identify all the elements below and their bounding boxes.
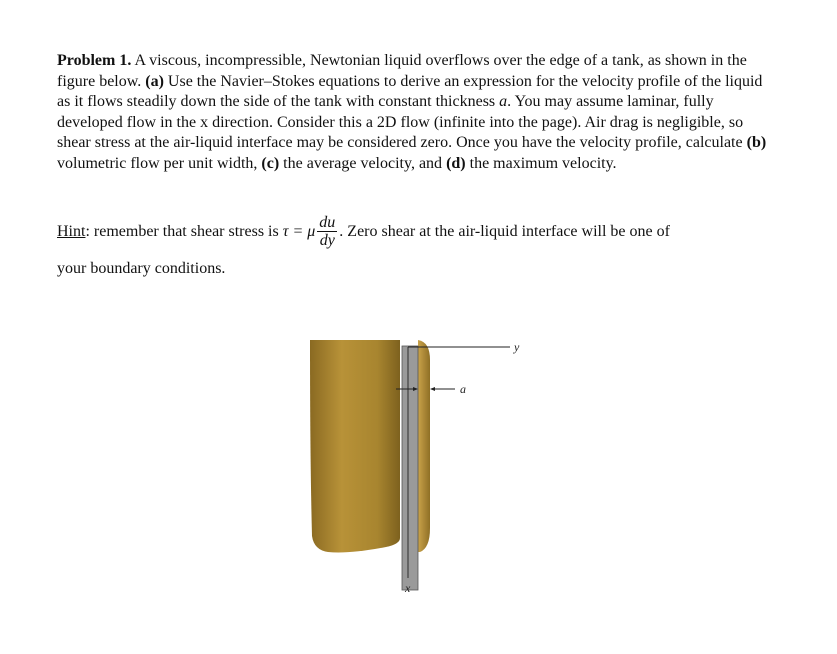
problem-heading: Problem 1. — [57, 52, 132, 69]
part-d-label: (d) — [446, 154, 466, 172]
fraction-numerator: du — [319, 214, 336, 231]
hint-text-2: . Zero shear at the air-liquid interface will be one of — [339, 222, 670, 240]
hint-text-1: : remember that shear stress is — [85, 222, 283, 240]
problem-sentence-1: A viscous, incompressible, Newtonian liquid overflows over the edge of a tank, as shown in the figure below. — [57, 52, 747, 90]
shear-stress-equation: τ = μ — [282, 222, 316, 240]
part-b-label: (b) — [746, 134, 767, 152]
hint-line-1 — [57, 214, 797, 249]
velocity-gradient-fraction — [317, 214, 337, 249]
tank-overflow-diagram — [300, 330, 530, 600]
hint-block — [57, 214, 797, 279]
tank-wall — [402, 346, 418, 590]
problem-sentence-5: the average velocity, and — [279, 154, 447, 172]
thickness-symbol: a — [499, 93, 508, 111]
hint-label: Hint — [57, 222, 86, 240]
tank-liquid — [310, 340, 400, 552]
x-axis-label: x — [405, 581, 411, 595]
falling-liquid-film — [418, 340, 430, 552]
fraction-denominator: dy — [319, 232, 335, 249]
tank-overflow-figure — [300, 330, 530, 600]
problem-sentence-6: the maximum velocity. — [465, 154, 617, 172]
y-axis-label: y — [514, 340, 520, 354]
part-a-label: (a) — [145, 72, 164, 90]
part-c-label: (c) — [261, 154, 280, 172]
thickness-arrowhead-right — [430, 387, 435, 391]
problem-sentence-3: . You may assume laminar, fully developed flow in the x direction. Consider this a 2D flow (infinite into the page). Air drag is negligible, so shear stress at the air-liquid interface may be considered zero. Once you have the velocity profile, calculate — [57, 93, 747, 152]
problem-statement — [57, 51, 777, 175]
problem-sentence-4: volumetric flow per unit width, — [57, 154, 262, 172]
thickness-label: a — [460, 382, 466, 396]
hint-text-3: your boundary conditions. — [57, 260, 226, 277]
problem-sentence-2: Use the Navier–Stokes equations to derive an expression for the velocity profile of the liquid as it flows steadily down the side of the tank with constant thickness — [57, 72, 763, 111]
